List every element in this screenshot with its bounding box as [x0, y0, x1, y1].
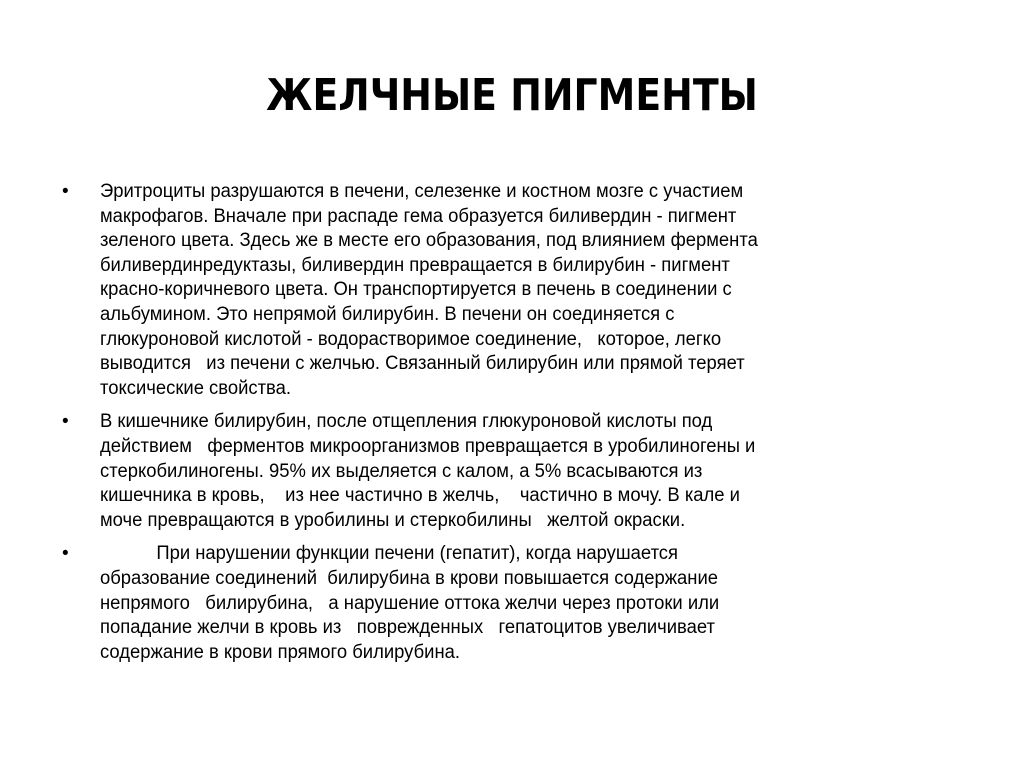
bullet-item-intestine [62, 410, 962, 533]
text-line: При нарушении функции печени (гепатит), когда нарушается [100, 543, 678, 565]
text-line: кишечника в кровь, из нее частично в желчь, частично в мочу. В кале и [100, 485, 740, 507]
bullet-item-erythrocytes [62, 180, 962, 401]
text-line: красно-коричневого цвета. Он транспортируется в печень в соединении с [100, 279, 732, 301]
text-line: зеленого цвета. Здесь же в месте его образования, под влиянием фермента [100, 230, 758, 252]
bullet-list [62, 180, 962, 674]
bullet-marker: • [62, 543, 69, 565]
text-line: действием ферментов микроорганизмов превращается в уробилиногены и [100, 435, 756, 457]
text-line: альбумином. Это непрямой билирубин. В печени он соединяется с [100, 303, 675, 325]
text-line: стеркобилиногены. 95% их выделяется с калом, а 5% всасываются из [100, 460, 703, 482]
text-line: моче превращаются в уробилины и стеркобилины желтой окраски. [100, 509, 686, 531]
text-line: макрофагов. Вначале при распаде гема образуется биливердин - пигмент [100, 205, 737, 227]
text-line: содержание в крови прямого билирубина. [100, 641, 461, 663]
text-line: непрямого билирубина, а нарушение оттока желчи через протоки или [100, 592, 720, 614]
slide-title: ЖЕЛЧНЫЕ ПИГМЕНТЫ [266, 70, 758, 121]
bullet-item-liver-dysfunction [62, 542, 962, 665]
text-line: выводится из печени с желчью. Связанный билирубин или прямой теряет [100, 353, 745, 375]
text-line: образование соединений билирубина в крови повышается содержание [100, 567, 719, 589]
bullet-marker: • [62, 411, 69, 433]
text-line: попадание желчи в кровь из поврежденных гепатоцитов увеличивает [100, 617, 715, 639]
text-line: биливердинредуктазы, биливердин превращается в билирубин - пигмент [100, 254, 730, 276]
bullet-marker: • [62, 181, 69, 202]
text-line: токсические свойства. [100, 377, 292, 399]
text-line: глюкуроновой кислотой - водорастворимое соединение, которое, легко [100, 328, 722, 350]
text-line: В кишечнике билирубин, после отщепления глюкуроновой кислоты под [100, 411, 713, 433]
text-line: Эритроциты разрушаются в печени, селезенке и костном мозге с участием [100, 181, 744, 202]
